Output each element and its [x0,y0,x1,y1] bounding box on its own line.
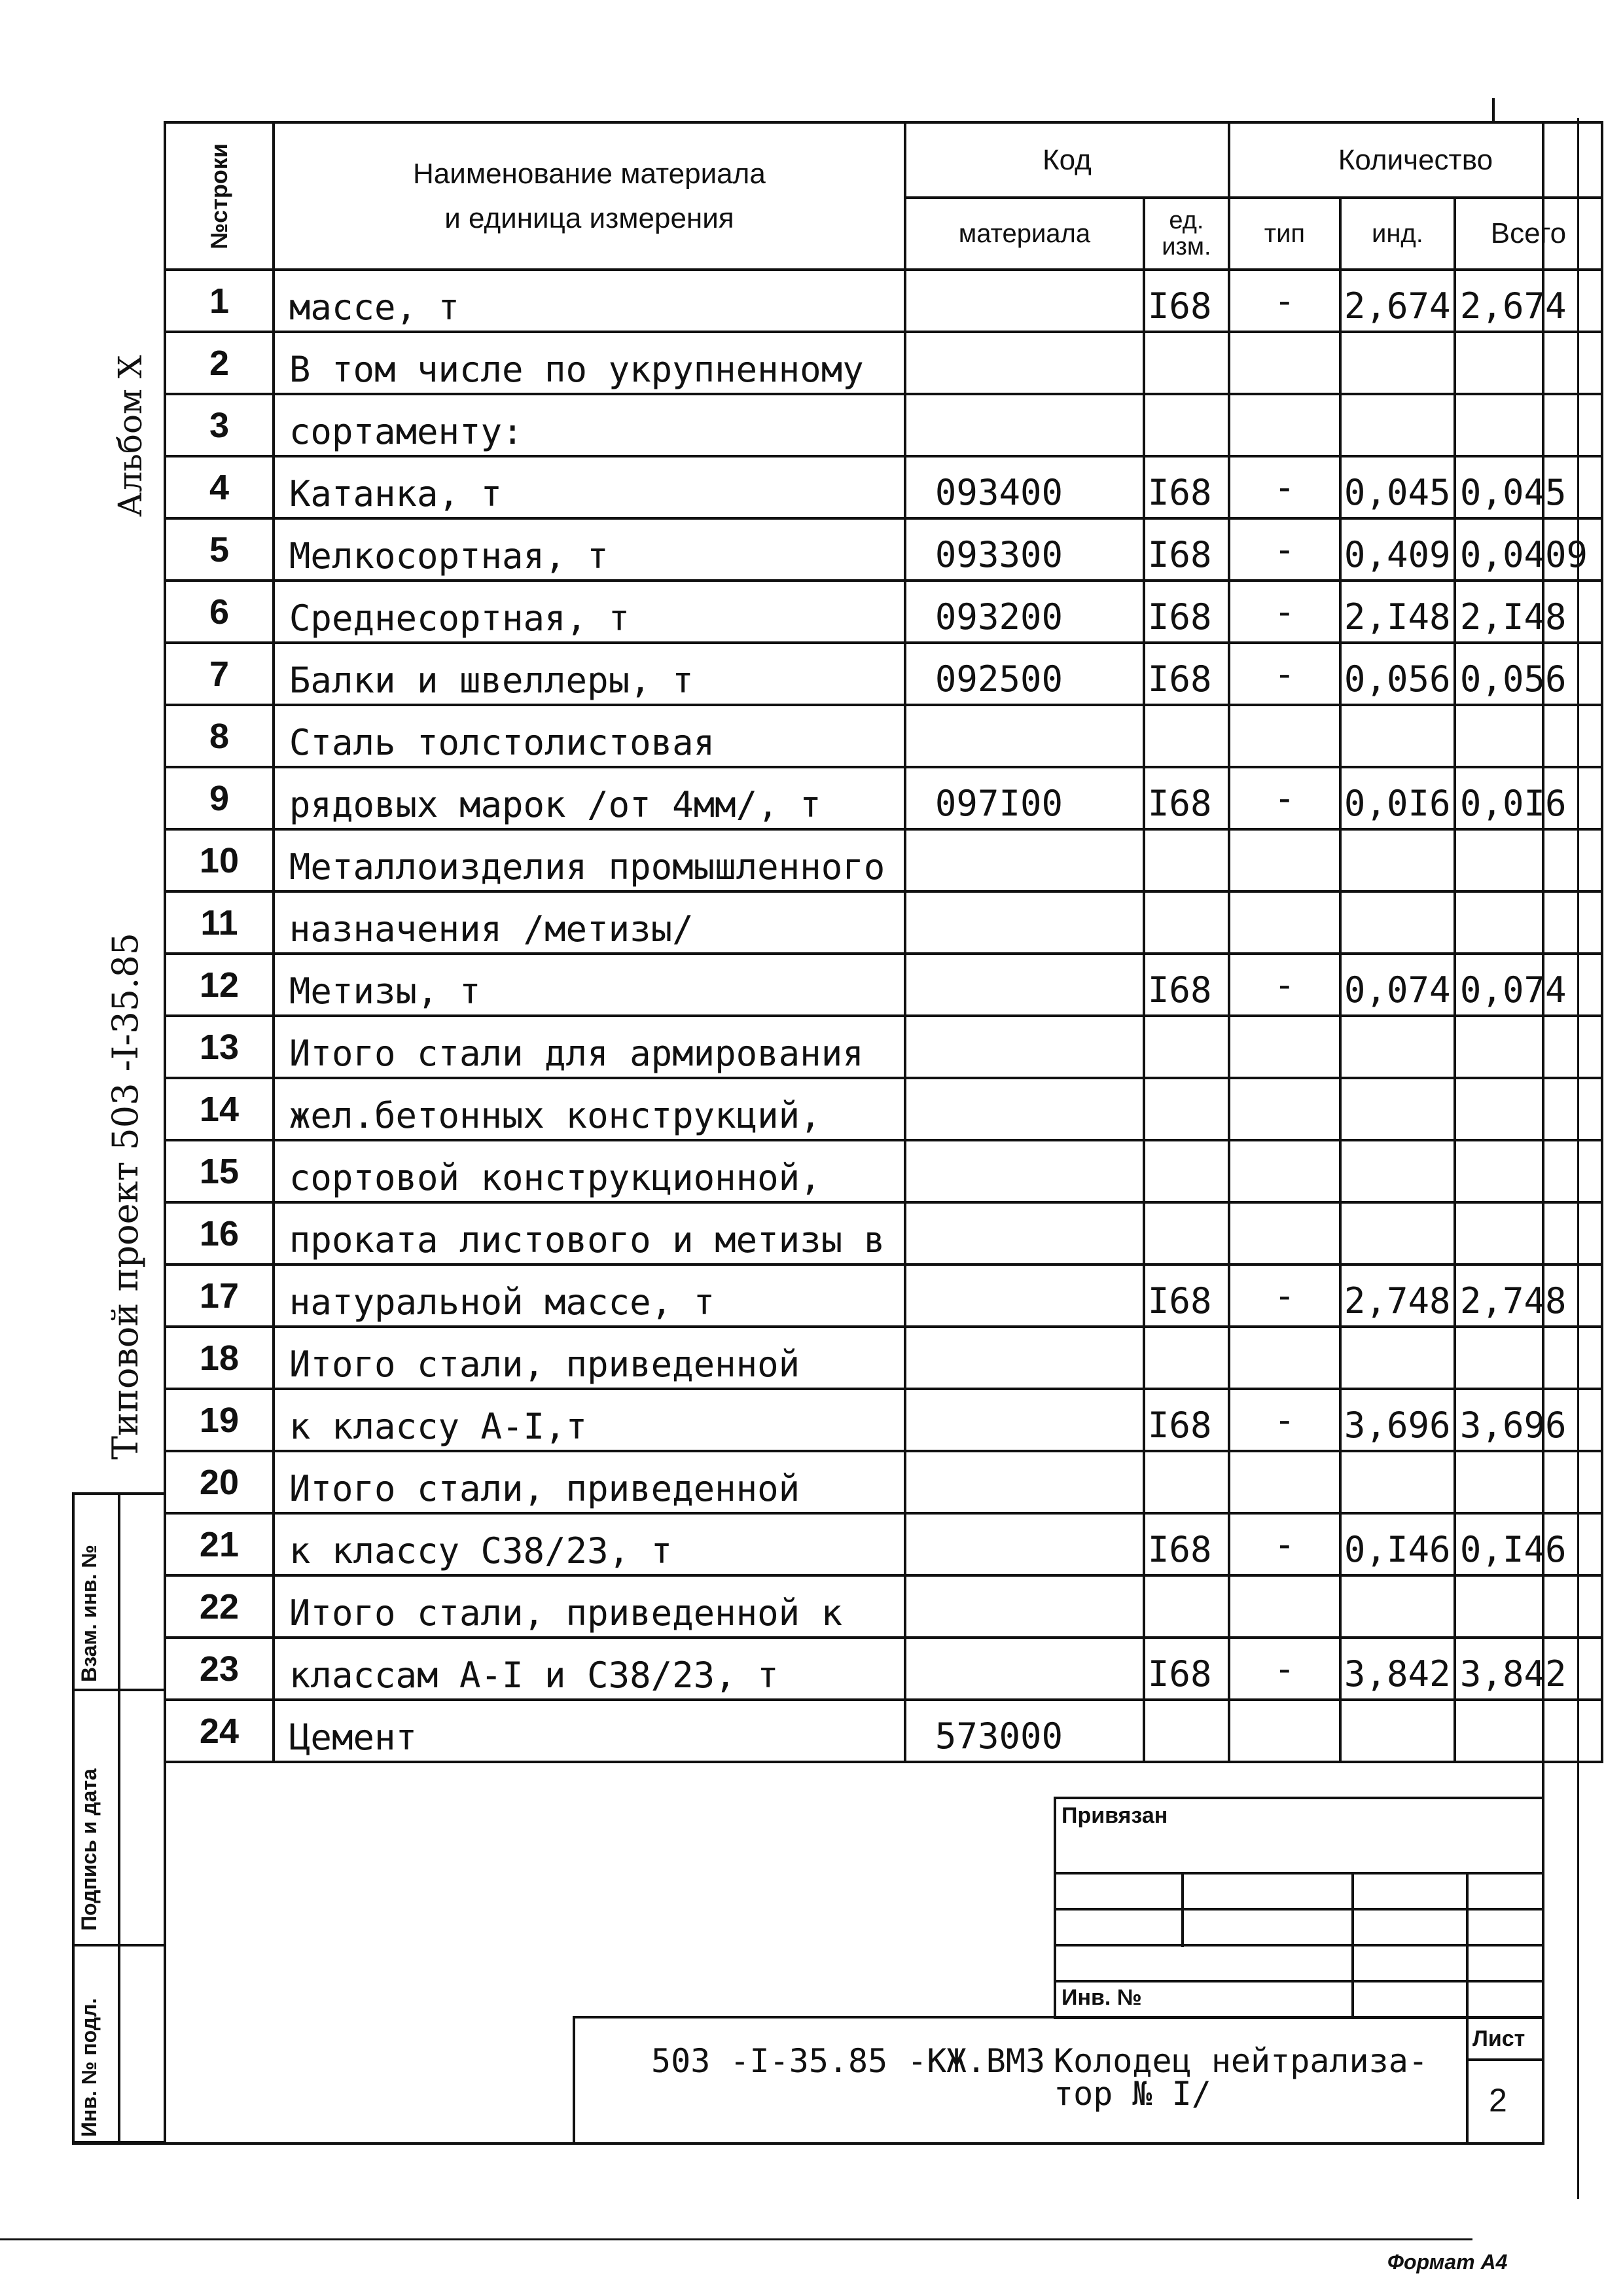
row-type: - [1229,270,1340,332]
row-name: классам А-I и С38/23, т [274,1638,905,1700]
album-label: Альбом X [111,355,149,517]
row-total: 0,0409 [1455,518,1602,581]
row-type [1229,1575,1340,1638]
row-name: проката листового и метизы в [274,1202,905,1265]
row-ind [1340,829,1455,891]
row-number: 16 [165,1202,274,1265]
row-ind [1340,394,1455,456]
row-ind [1340,1202,1455,1265]
row-type: - [1229,1265,1340,1327]
table-row [165,1140,1602,1202]
inv-podl-label: Инв. № подл. [77,1998,101,2137]
row-ind: 2,I48 [1340,581,1455,643]
row-type: - [1229,767,1340,829]
row-unit [1144,1016,1229,1078]
header-qty-total: Всего [1455,198,1602,270]
row-ind: 3,696 [1340,1389,1455,1451]
table-row [165,456,1602,518]
row-total: 0,045 [1455,456,1602,518]
row-code [905,1202,1144,1265]
row-ind: 2,674 [1340,270,1455,332]
row-name: Итого стали для армирования [274,1016,905,1078]
table-row [165,891,1602,954]
tb-sheet-vdiv [1466,2016,1469,2145]
table-row [165,1389,1602,1451]
row-name: сортовой конструкционной, [274,1140,905,1202]
table-row [165,332,1602,394]
row-unit [1144,1140,1229,1202]
row-total: 0,056 [1455,643,1602,705]
row-unit: I68 [1144,456,1229,518]
row-unit [1144,1327,1229,1389]
row-code: 093300 [905,518,1144,581]
row-name: Итого стали, приведенной к [274,1575,905,1638]
row-total [1455,1451,1602,1513]
row-total [1455,705,1602,767]
table-row [165,1513,1602,1575]
row-code [905,1575,1144,1638]
row-type: - [1229,1513,1340,1575]
row-total [1455,1327,1602,1389]
row-name: Итого стали, приведенной [274,1451,905,1513]
row-total [1455,1575,1602,1638]
spec-table [164,121,1603,1763]
row-name: В том числе по укрупненному [274,332,905,394]
doc-title-line2: тор № I/ [1054,2075,1211,2113]
row-number: 14 [165,1078,274,1140]
row-number: 5 [165,518,274,581]
row-ind [1340,1078,1455,1140]
row-code [905,1078,1144,1140]
tb-h4 [1054,1980,1544,1982]
row-number: 11 [165,891,274,954]
row-number: 21 [165,1513,274,1575]
row-total [1455,1140,1602,1202]
row-total [1455,394,1602,456]
tb-h2 [1054,1908,1544,1910]
row-number: 6 [165,581,274,643]
row-type: - [1229,581,1340,643]
header-code-unit: ед. изм. [1144,198,1229,270]
row-name: натуральной массе, т [274,1265,905,1327]
row-type [1229,1140,1340,1202]
frame-mark-top [1492,98,1495,122]
row-number: 12 [165,954,274,1016]
row-unit: I68 [1144,1638,1229,1700]
table-row [165,643,1602,705]
row-name: к классу А-I,т [274,1389,905,1451]
table-row [165,1202,1602,1265]
row-code [905,270,1144,332]
row-number: 1 [165,270,274,332]
row-number: 15 [165,1140,274,1202]
row-ind: 2,748 [1340,1265,1455,1327]
row-code: 093200 [905,581,1144,643]
row-code [905,1389,1144,1451]
row-type [1229,705,1340,767]
table-row [165,954,1602,1016]
row-total: 3,842 [1455,1638,1602,1700]
row-type: - [1229,1638,1340,1700]
row-number: 20 [165,1451,274,1513]
row-number: 24 [165,1700,274,1762]
row-number: 7 [165,643,274,705]
row-ind: 3,842 [1340,1638,1455,1700]
format-label: Формат А4 [1387,2250,1508,2274]
row-name: назначения /метизы/ [274,891,905,954]
table-row [165,1451,1602,1513]
row-number: 22 [165,1575,274,1638]
row-number: 19 [165,1389,274,1451]
header-row-no: №строки [165,122,274,270]
row-number: 3 [165,394,274,456]
row-type: - [1229,518,1340,581]
row-name: Итого стали, приведенной [274,1327,905,1389]
row-type [1229,829,1340,891]
row-name: к классу С38/23, т [274,1513,905,1575]
podpis-label: Подпись и дата [77,1768,101,1931]
row-unit [1144,1202,1229,1265]
row-unit: I68 [1144,581,1229,643]
table-row [165,1700,1602,1762]
row-ind [1340,705,1455,767]
row-unit [1144,891,1229,954]
row-ind: 0,074 [1340,954,1455,1016]
row-number: 17 [165,1265,274,1327]
row-code: 097I00 [905,767,1144,829]
row-unit: I68 [1144,1389,1229,1451]
row-name: рядовых марок /от 4мм/, т [274,767,905,829]
row-ind [1340,1327,1455,1389]
tb-sheet-hdiv [1466,2058,1544,2061]
table-row [165,1265,1602,1327]
privyazan-label: Привязан [1061,1803,1168,1828]
table-row [165,581,1602,643]
row-unit [1144,1451,1229,1513]
row-type: - [1229,1389,1340,1451]
row-type: - [1229,954,1340,1016]
row-code: 092500 [905,643,1144,705]
row-ind [1340,332,1455,394]
row-code: 093400 [905,456,1144,518]
header-quantity: Количество [1229,122,1602,198]
row-total: 0,074 [1455,954,1602,1016]
row-type: - [1229,456,1340,518]
row-type [1229,1202,1340,1265]
row-code [905,829,1144,891]
row-code [905,394,1144,456]
row-total [1455,332,1602,394]
row-type [1229,394,1340,456]
row-ind [1340,1700,1455,1762]
row-name: Среднесортная, т [274,581,905,643]
row-unit [1144,829,1229,891]
tb-h3 [1054,1944,1544,1946]
row-name: Металлоизделия промышленного [274,829,905,891]
row-unit: I68 [1144,518,1229,581]
row-name: Цемент [274,1700,905,1762]
header-code-material: материала [905,198,1144,270]
row-name: Балки и швеллеры, т [274,643,905,705]
row-code [905,705,1144,767]
row-number: 4 [165,456,274,518]
row-total [1455,829,1602,891]
row-unit: I68 [1144,270,1229,332]
row-unit [1144,705,1229,767]
row-number: 2 [165,332,274,394]
table-row [165,1078,1602,1140]
sheet-number: 2 [1489,2082,1507,2119]
row-unit [1144,1700,1229,1762]
table-row [165,518,1602,581]
tb-v1 [1181,1872,1184,1947]
row-type [1229,891,1340,954]
inv-no-label: Инв. № [1061,1985,1142,2010]
row-code [905,1016,1144,1078]
row-total [1455,1016,1602,1078]
row-type [1229,1327,1340,1389]
row-total: 2,674 [1455,270,1602,332]
header-qty-ind: инд. [1340,198,1455,270]
header-name: Наименование материала и единица измерения [274,122,905,270]
row-ind [1340,1016,1455,1078]
row-total: 3,696 [1455,1389,1602,1451]
row-total: 2,748 [1455,1265,1602,1327]
row-code [905,1513,1144,1575]
project-label: Типовой проект 503 -I-35.85 [105,932,146,1460]
row-number: 10 [165,829,274,891]
table-row [165,270,1602,332]
row-type [1229,332,1340,394]
row-unit: I68 [1144,1265,1229,1327]
table-row [165,767,1602,829]
side-stamp-h1 [72,1689,166,1691]
row-ind: 0,0I6 [1340,767,1455,829]
row-number: 18 [165,1327,274,1389]
row-total [1455,1078,1602,1140]
row-unit: I68 [1144,954,1229,1016]
row-code: 573000 [905,1700,1144,1762]
vzam-label: Взам. инв. № [77,1545,101,1682]
tb-v3 [1466,1872,1469,2019]
sheet-label: Лист [1472,2026,1525,2051]
row-code [905,1638,1144,1700]
row-total [1455,1700,1602,1762]
row-name: массе, т [274,270,905,332]
row-type [1229,1700,1340,1762]
row-unit [1144,1575,1229,1638]
row-unit: I68 [1144,1513,1229,1575]
row-unit [1144,332,1229,394]
row-code [905,1265,1144,1327]
table-row [165,829,1602,891]
row-unit [1144,394,1229,456]
row-code [905,1140,1144,1202]
table-row [165,1016,1602,1078]
row-name: Мелкосортная, т [274,518,905,581]
doc-title-line1: Колодец нейтрализа- [1054,2042,1428,2080]
table-row [165,1327,1602,1389]
row-name: Катанка, т [274,456,905,518]
row-code [905,954,1144,1016]
table-row [165,394,1602,456]
row-number: 9 [165,767,274,829]
row-code [905,1327,1144,1389]
row-name: Метизы, т [274,954,905,1016]
table-row [165,1575,1602,1638]
row-ind: 0,045 [1340,456,1455,518]
row-ind: 0,I46 [1340,1513,1455,1575]
row-code [905,1451,1144,1513]
row-ind [1340,1575,1455,1638]
row-unit: I68 [1144,643,1229,705]
row-number: 13 [165,1016,274,1078]
row-name: сортаменту: [274,394,905,456]
row-total: 0,I46 [1455,1513,1602,1575]
tb-v2 [1351,1872,1354,2019]
row-type [1229,1016,1340,1078]
row-number: 23 [165,1638,274,1700]
row-number: 8 [165,705,274,767]
row-name: жел.бетонных конструкций, [274,1078,905,1140]
row-type [1229,1451,1340,1513]
row-unit: I68 [1144,767,1229,829]
row-ind [1340,1140,1455,1202]
row-name: Сталь толстолистовая [274,705,905,767]
row-ind: 0,409 [1340,518,1455,581]
table-row [165,705,1602,767]
row-total: 2,I48 [1455,581,1602,643]
row-code [905,332,1144,394]
row-total: 0,0I6 [1455,767,1602,829]
tb-h1 [1054,1872,1544,1874]
row-ind [1340,1451,1455,1513]
header-code: Код [905,122,1229,198]
row-ind: 0,056 [1340,643,1455,705]
side-stamp-vdiv [118,1492,120,2144]
row-type [1229,1078,1340,1140]
header-qty-type: тип [1229,198,1340,270]
row-ind [1340,891,1455,954]
row-unit [1144,1078,1229,1140]
row-total [1455,1202,1602,1265]
row-type: - [1229,643,1340,705]
side-stamp-h2 [72,1944,166,1946]
doc-code: 503 -I-35.85 -КЖ.ВМ3 [651,2042,1046,2080]
row-total [1455,891,1602,954]
row-code [905,891,1144,954]
table-row [165,1638,1602,1700]
page-edge-bottom [0,2238,1472,2240]
